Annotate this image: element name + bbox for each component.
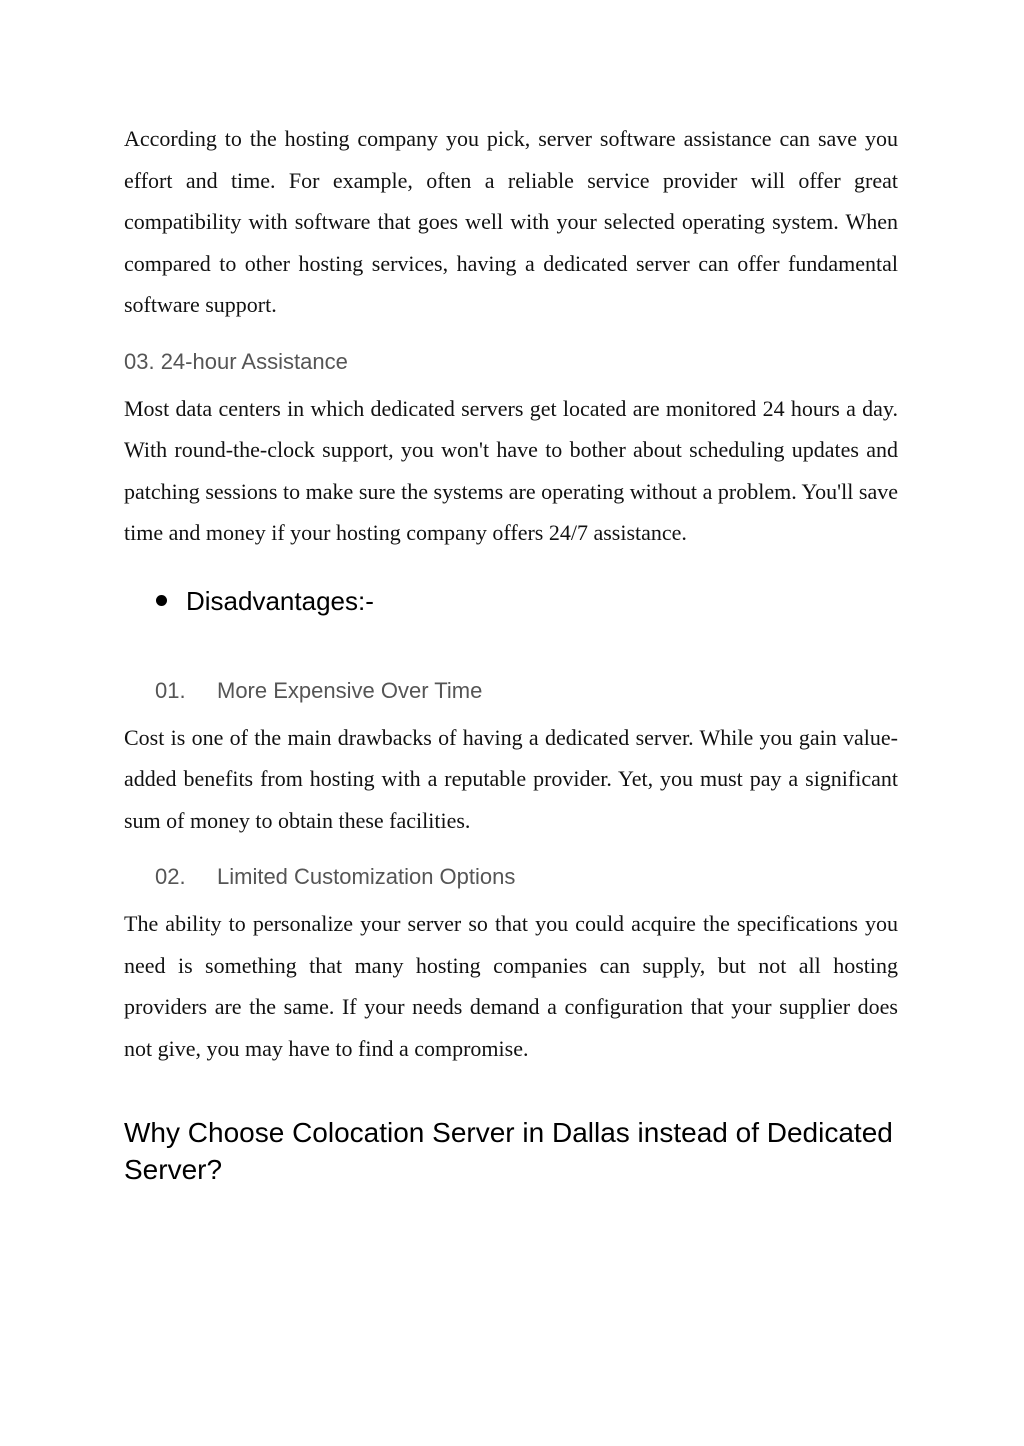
section-body-24-hour-assistance: Most data centers in which dedicated servers get located are monitored 24 hours a day. With round-the-clock support, you won't have to bother about scheduling updates and patching sessions to make sure the systems are operating without a problem. You'll save time and money if your hosting company offers 24/7 assistance. [124,395,898,545]
disadvantage-title: Limited Customization Options [217,864,516,889]
intro-paragraph: According to the hosting company you pick, server software assistance can save you effort and time. For example, often a reliable service provider will offer great compatibility with software that goes well with your selected operating system. When compared to other hosting services, having a dedicated server can offer fundamental software support. [124,126,898,317]
disadvantages-heading [124,584,898,618]
bullet-icon [156,595,167,606]
disadvantage-number: 01. [155,677,186,703]
disadvantages-heading-text: Disadvantages:- [186,585,374,616]
disadvantage-heading-2 [124,863,898,891]
document-page [124,118,898,1188]
colocation-heading: Why Choose Colocation Server in Dallas instead of Dedicated Server? [124,1117,893,1185]
disadvantage-body-1: Cost is one of the main drawbacks of having a dedicated server. While you gain value-added benefits from hosting with a reputable provider. Yet, you must pay a significant sum of money to obtain these facilities. [124,724,898,833]
disadvantage-heading-1 [124,677,898,705]
disadvantage-number: 02. [155,864,186,889]
disadvantage-body-2: The ability to personalize your server so that you could acquire the specifications you need is something that many hosting companies can supply, but not all hosting providers are the same. If your needs demand a configuration that your supplier does not give, you may have to find a compromise. [124,911,898,1061]
section-heading-24-hour-assistance: 03. 24-hour Assistance [124,348,348,374]
disadvantage-title: More Expensive Over Time [217,677,483,703]
